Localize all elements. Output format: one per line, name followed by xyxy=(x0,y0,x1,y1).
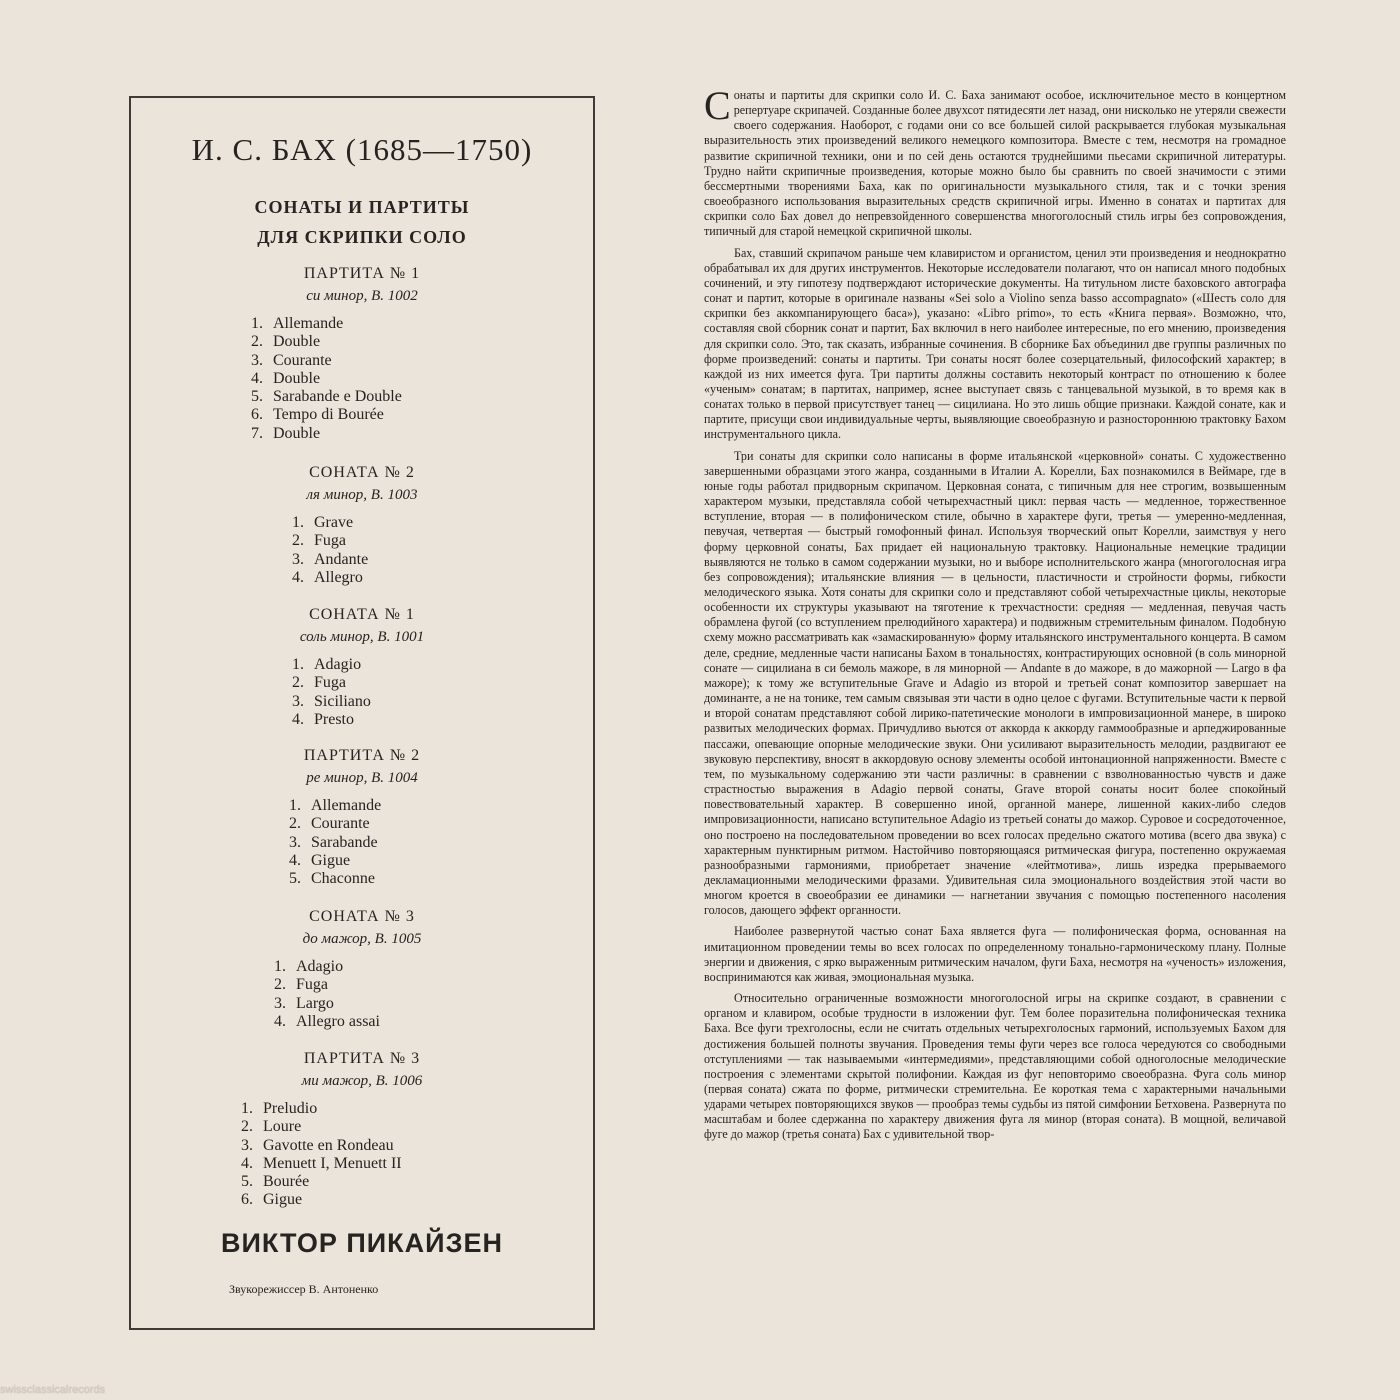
work-key: ми мажор, В. 1006 xyxy=(301,1073,423,1089)
movement-title: Chaconne xyxy=(311,870,375,888)
movement-number: 4. xyxy=(292,710,304,728)
movement-number: 3. xyxy=(289,833,301,851)
movement-title: Double xyxy=(273,333,321,351)
movement-number: 6. xyxy=(241,1191,253,1209)
movement-title: Double xyxy=(273,424,321,442)
movement-item xyxy=(251,370,402,388)
movement-item xyxy=(289,852,381,870)
work-block xyxy=(131,745,593,888)
watermark: swissclassicalrecords xyxy=(0,1384,106,1396)
movement-item xyxy=(274,976,380,994)
movement-title: Adagio xyxy=(314,656,362,673)
movement-title: Fuga xyxy=(314,674,346,692)
movement-number: 5. xyxy=(251,388,263,406)
movement-number: 1. xyxy=(241,1100,253,1117)
work-block xyxy=(131,1048,593,1209)
movement-number: 7. xyxy=(251,424,263,442)
movement-title: Loure xyxy=(263,1118,302,1136)
movement-title: Tempo di Bourée xyxy=(273,406,384,424)
movement-title: Adagio xyxy=(296,958,344,975)
movement-number: 5. xyxy=(241,1173,253,1191)
movement-item xyxy=(292,693,371,711)
movement-number: 2. xyxy=(274,976,286,994)
subtitle-line: ДЛЯ СКРИПКИ СОЛО xyxy=(257,227,467,247)
tracklist-panel xyxy=(129,96,595,1330)
movement-title: Allegro assai xyxy=(296,1012,380,1030)
work-heading: ПАРТИТА № 3 xyxy=(303,1050,421,1067)
movement-title: Largo xyxy=(296,994,334,1012)
movement-item xyxy=(289,870,381,888)
movement-title: Fuga xyxy=(314,532,346,550)
movement-title: Gavotte en Rondeau xyxy=(263,1136,394,1154)
movement-number: 3. xyxy=(241,1136,253,1154)
movement-item xyxy=(274,1013,380,1031)
movement-title: Courante xyxy=(311,815,370,833)
movement-title: Courante xyxy=(273,351,332,369)
work-heading: СОНАТА № 1 xyxy=(309,606,415,623)
movement-item xyxy=(251,406,402,424)
movement-item xyxy=(289,797,381,815)
movement-title: Menuett I, Menuett II xyxy=(263,1154,402,1172)
album-subtitle xyxy=(131,192,593,252)
movement-number: 6. xyxy=(251,406,263,424)
movement-number: 4. xyxy=(274,1012,286,1030)
work-block xyxy=(131,263,593,442)
work-block xyxy=(131,906,593,1030)
movement-title: Sarabande xyxy=(311,833,378,851)
movement-title: Gigue xyxy=(263,1191,303,1209)
movement-number: 4. xyxy=(241,1154,253,1172)
movement-item xyxy=(274,958,380,976)
movement-title: Preludio xyxy=(263,1100,318,1117)
article-paragraph: Три сонаты для скрипки соло написаны в форме итальянской «церковной» сонаты. С художественно завершенными образцами этого жанра, созданными в Италии А. Корелли, Бах познакомился в Веймаре, где в юные годы работал придворным скрипачом. Церковная соната, с типичным для нее строгим, возвышенным характером музыки, представляла собой четырехчастный цикл: первая часть — медленное, торжественное вступление, вторая — в полифоническом стиле, обычно в характере фуги, третья — умеренно-медленная, певучая, четвертая — быстрый гомофонный финал. Используя творческий опыт Корелли, заимствуя у него форму церковной сонаты, Бах придает ей национальную трактовку. Национальные немецкие традиции выявляются не только в самом содержании музыки, но и выборе исполнительского жанра (многоголосная игра без сопровождения); итальянские влияния — в цельности, пластичности и стройности формы, гибкости мелодического языка. Хотя сонаты для скрипки соло и представляют собой четырехчастные циклы, некоторые особенности их структуры указывают на тяготение к трехчастности: средняя — медленная, певучая часть обрамлена фугой (со вступлением прелюдийного характера) и подвижным стремительным финалом. Подобную схему можно рассматривать как «замаскированную» форму итальянского инструментального концерта. В самом деле, средние, медленные части написаны Бахом в тональностях, контрастирующих основной (в соль минорной сонате — сицилиана в си бемоль мажоре, в ля минорной — Andante в до мажоре, в до мажорной — Largo в фа мажоре); к тому же вступительные Grave и Adagio из второй и третьей сонат композитор завершает на доминанте, а не на тонике, тем самым связывая эти части в одно целое с фугами. Вступительные части к первой и второй сонатам представляют собой лирико-патетические монологи в импровизационной манере, в широко развитых мелодических формах. Причудливо вьются от аккорда к аккорду гаммообразные и арпеджированные пассажи, опевающие опорные мелодические звуки. Они усиливают выразительность мелодии, раздвигают ее звуковую перспективу, вносят в аккордовую основу элементы особой интонационной напряженности. Вместе с тем, по музыкальному содержанию эти части различны: в сравнении с взволнованностью чувств и даже страстностью выражения в Adagio первой сонаты, Grave второй сонаты носит более спокойный повествовательный характер. В совершенно иной, органной манере, лишенной каких-либо следов импровизационности, написано вступительное Adagio из третьей сонаты до мажор. Суровое и сосредоточенное, оно построено на последовательном проведении во всех голосах предельно сжатого мотива (всего два звука) с характерным пунктирным ритмом. Настойчиво повторяющаяся ритмическая фигура, постепенно окружаемая разнообразными гармониями, приобретает значение «лейтмотива», лишь изредка прерываемого декламационными мелодическими фразами. Удивительная сила эмоционального воздействия этой части во многом кроется в своеобразии ее динамики — нагнетании звучания с помощью постепенного насоления голосов, дающего эффект органности. xyxy=(704,448,1286,918)
movement-number: 2. xyxy=(289,815,301,833)
movement-item xyxy=(292,656,371,674)
movement-item xyxy=(292,569,368,587)
work-key: ре минор, В. 1004 xyxy=(306,770,418,786)
movement-item xyxy=(251,388,402,406)
work-heading: СОНАТА № 2 xyxy=(309,464,415,481)
movement-item xyxy=(241,1100,402,1118)
movement-number: 4. xyxy=(289,851,301,869)
movement-item xyxy=(251,315,402,333)
movement-number: 1. xyxy=(274,958,286,975)
movement-number: 3. xyxy=(292,692,304,710)
subtitle-line: СОНАТЫ И ПАРТИТЫ xyxy=(254,197,470,217)
movement-number: 1. xyxy=(289,797,301,814)
movement-number: 3. xyxy=(274,994,286,1012)
work-key: ля минор, В. 1003 xyxy=(306,487,418,503)
movement-number: 5. xyxy=(289,870,301,888)
movement-item xyxy=(292,711,371,729)
movement-item xyxy=(251,425,402,443)
article-paragraph xyxy=(704,83,1286,240)
work-key: соль минор, В. 1001 xyxy=(299,629,425,645)
movement-number: 2. xyxy=(292,674,304,692)
movement-item xyxy=(251,333,402,351)
movement-number: 4. xyxy=(251,369,263,387)
movement-item xyxy=(241,1173,402,1191)
movement-item xyxy=(241,1137,402,1155)
movement-title: Siciliano xyxy=(314,692,371,710)
movement-item xyxy=(292,551,368,569)
movement-title: Presto xyxy=(314,710,354,728)
article-paragraph: Бах, ставший скрипачом раньше чем клавиристом и органистом, ценил эти произведения и неоднократно обрабатывал их для других инструментов. Некоторые исследователи полагают, что он написал много подобных сочинений, и эту гипотезу подтверждают исторические документы. На титульном листе баховского автографа сонат и партит, которые в оригинале названы «Sei solo a Violino senza basso accompagnato» («Шесть соло для скрипки без аккомпанирующего баса»), указано: «Libro primo», то есть «Книга первая». Возможно, что, составляя свой сборник сонат и партит, Бах включил в него наиболее интересные, по его мнению, произведения для скрипки соло. Это, так сказать, избранные сочинения. В сборнике Бах объединил две группы различных по форме произведений: сонаты и партиты. Три сонаты носят более созерцательный, философский характер; в каждой из них имеется фуга. Три партиты должны составить некоторый контраст по отношению к более «ученым» сонатам; в партитах, например, яснее выступает связь с танцевальной музыкой, в то время как в сонатах только в первой присутствует танец — сицилиана. Но это лишь общие признаки. Каждой сонате, как и партите, присущи свои индивидуальные черты, выявляющие своеобразную и разностороннюю трактовку Бахом инструментального цикла. xyxy=(704,245,1286,442)
performer-name: ВИКТОР ПИКАЙЗЕН xyxy=(220,1228,503,1258)
work-block xyxy=(131,604,593,728)
movement-title: Grave xyxy=(314,514,354,531)
movement-title: Andante xyxy=(314,550,369,568)
movement-title: Sarabande e Double xyxy=(273,388,402,406)
composer-title: И. С. БАХ (1685—1750) xyxy=(191,132,533,167)
movement-list xyxy=(251,315,402,443)
drop-cap: С xyxy=(704,83,731,128)
article-paragraph: Относительно ограниченные возможности многоголосной игры на скрипке создают, в сравнении с органом и клавиром, особые трудности в изложении фуг. Тем более поразительна полифоническая техника Баха. Все фуги трехголосны, если не считать отдельных четырехголосных гармоний, используемых Бахом для достижения большей полноты звучания. Проведения темы фуги через все голоса чередуются со свободными отступлениями — так называемыми «интермедиями», представляющими собой одноголосные мелодические построения с элементами скрытой полифонии. Каждая из фуг неповторимо своеобразна. Фуга соль минор (первая соната) сжата по форме, ритмически стремительна. Ее короткая тема с характерными начальными ударами четырех повторяющихся звуков — прообраз темы судьбы из пятой симфонии Бетховена. Развернута по масштабам и более сдержанна по характеру движения фуга ля минор (вторая соната). В мощной, величавой фуге до мажор (третья соната) Бах с удивительной твор- xyxy=(704,991,1286,1142)
movement-title: Bourée xyxy=(263,1173,310,1191)
movement-item xyxy=(241,1191,402,1209)
movement-list xyxy=(292,656,371,729)
work-heading: ПАРТИТА № 2 xyxy=(303,747,421,764)
movement-list xyxy=(289,797,381,888)
movement-number: 1. xyxy=(292,514,304,531)
article-paragraph: Наиболее развернутой частью сонат Баха является фуга — полифоническая форма, основанная на имитационном проведении темы во всех голосах по определенному тонально-гармоническому плану. Полные энергии и движения, с ярко выраженным ритмическим началом, фуги Баха, несмотря на «ученость» изложения, воспринимаются как живая, эмоциональная музыка. xyxy=(704,924,1286,984)
work-key: до мажор, В. 1005 xyxy=(302,931,422,947)
work-key: си минор, В. 1002 xyxy=(306,288,418,304)
work-block xyxy=(131,462,593,586)
movement-item xyxy=(241,1155,402,1173)
movement-number: 3. xyxy=(251,351,263,369)
sound-engineer-credit: Звукорежиссер В. Антоненко xyxy=(229,1282,379,1296)
movement-item xyxy=(241,1118,402,1136)
movement-item xyxy=(292,532,368,550)
movement-list xyxy=(292,514,368,587)
movement-title: Gigue xyxy=(311,851,351,869)
movement-item xyxy=(289,815,381,833)
movement-title: Double xyxy=(273,369,321,387)
movement-item xyxy=(292,674,371,692)
work-heading: СОНАТА № 3 xyxy=(309,908,415,925)
movement-number: 4. xyxy=(292,568,304,586)
work-heading: ПАРТИТА № 1 xyxy=(303,265,421,282)
movement-title: Fuga xyxy=(296,976,328,994)
movement-number: 3. xyxy=(292,550,304,568)
movement-item xyxy=(289,834,381,852)
movement-item xyxy=(274,995,380,1013)
movement-number: 2. xyxy=(251,333,263,351)
movement-item xyxy=(292,514,368,532)
movement-title: Allemande xyxy=(273,315,344,332)
movement-list xyxy=(274,958,380,1031)
movement-title: Allegro xyxy=(314,568,363,586)
movement-number: 1. xyxy=(251,315,263,332)
paragraph-text: онаты и партиты для скрипки соло И. С. Баха занимают особое, исключительное место в концертном репертуаре скрипачей. Созданные более двухсот пятидесяти лет назад, они нисколько не утеряли свежести своего содержания. Наоборот, с годами они со все большей силой раскрывается глубокая музыкальная выразительность этих произведений великого немецкого композитора. Вместе с тем, несмотря на громадное развитие скрипичной техники, они и по сей день остаются труднейшими пьесами скрипичной литературы. Трудно найти скрипичные произведения, которые можно было бы сравнить по своей значимости с этими бессмертными творениями Баха, как по оригинальности музыкального стиля, так и с точки зрения своеобразного использования выразительных средств скрипичной игры. Именно в сонатах и партитах для скрипки соло Бах довел до непревзойденного совершенства многоголосный стиль игры без сопровождения, типичный для старой немецкой скрипичной школы. xyxy=(704,88,1286,239)
movement-number: 2. xyxy=(241,1118,253,1136)
movement-number: 1. xyxy=(292,656,304,673)
movement-title: Allemande xyxy=(311,797,382,814)
movement-item xyxy=(251,352,402,370)
movement-list xyxy=(241,1100,402,1210)
movement-number: 2. xyxy=(292,532,304,550)
liner-notes-article xyxy=(704,83,1286,1149)
